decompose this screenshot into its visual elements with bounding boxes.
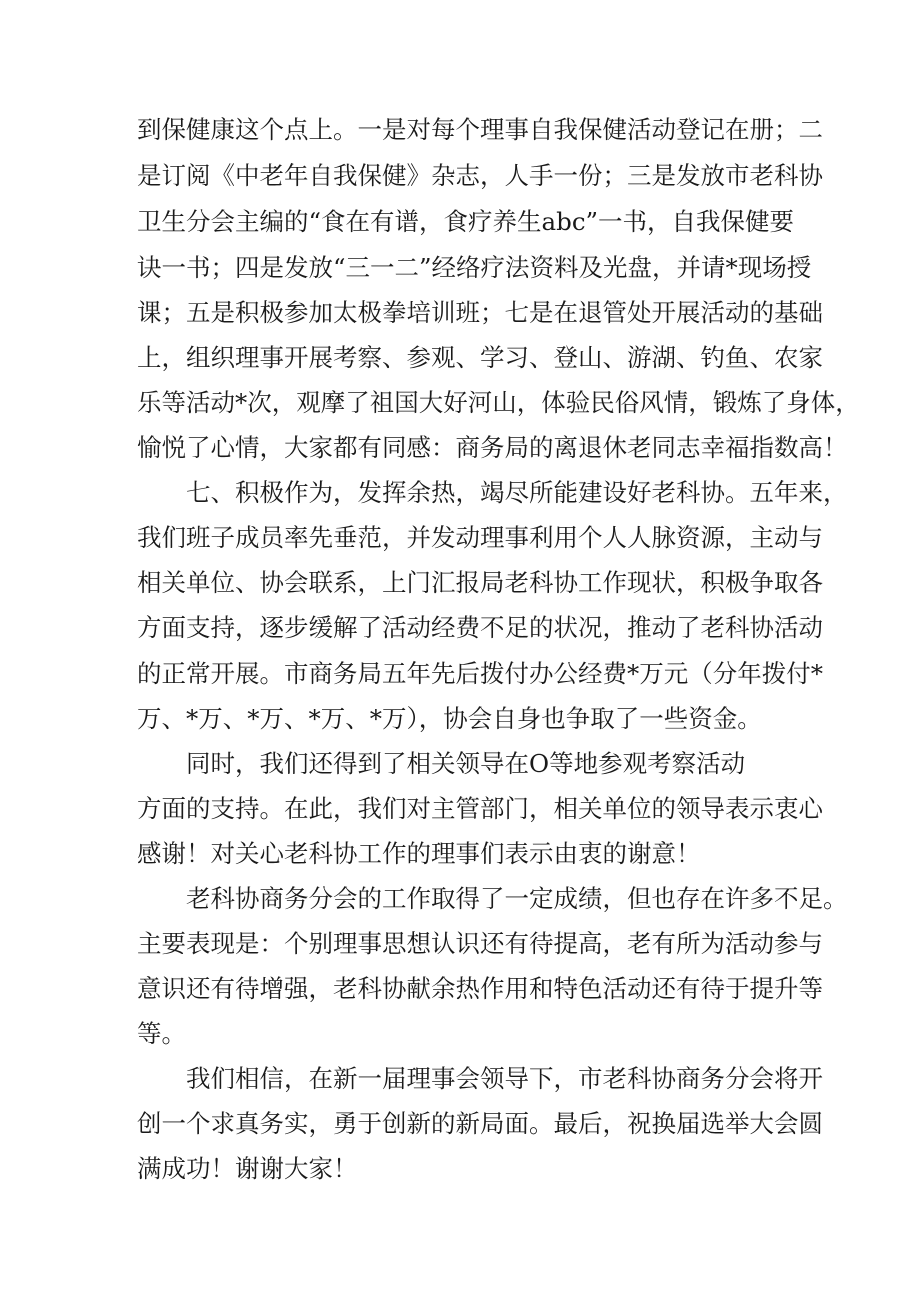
text-line: 是订阅《中老年自我保健》杂志，人手一份；三是发放市老科协 xyxy=(137,161,823,190)
text-line: 老科协商务分会的工作取得了一定成绩，但也存在许多不足。 xyxy=(186,884,848,913)
text-line: 万、*万、*万、*万、*万），协会自身也争取了一些资金。 xyxy=(137,704,762,733)
text-line: 到保健康这个点上。一是对每个理事自我保健活动登记在册；二 xyxy=(137,115,823,144)
text-line: 我们相信，在新一届理事会领导下，市老科协商务分会将开 xyxy=(186,1064,823,1093)
text-line: 卫生分会主编的“食在有谱，食疗养生abc”一书，自我保健要 xyxy=(137,207,795,236)
text-line: 同时，我们还得到了相关领导在O等地参观考察活动 xyxy=(186,749,746,778)
text-line: 感谢！对关心老科协工作的理事们表示由衷的谢意！ xyxy=(137,839,701,868)
text-line: 相关单位、协会联系，上门汇报局老科协工作现状，积极争取各 xyxy=(137,568,823,597)
text-line: 愉悦了心情，大家都有同感：商务局的离退休老同志幸福指数高！ xyxy=(137,433,848,462)
text-line: 满成功！谢谢大家！ xyxy=(137,1154,358,1183)
text-line: 我们班子成员率先垂范，并发动理事利用个人人脉资源，主动与 xyxy=(137,523,823,552)
text-line: 主要表现是：个别理事思想认识还有待提高，老有所为活动参与 xyxy=(137,929,823,958)
text-line: 上，组织理事开展考察、参观、学习、登山、游湖、钓鱼、农家 xyxy=(137,343,823,372)
text-line: 的正常开展。市商务局五年先后拨付办公经费*万元（分年拨付* xyxy=(137,659,823,688)
text-line: 方面的支持。在此，我们对主管部门，相关单位的领导表示衷心 xyxy=(137,794,823,823)
text-line: 创一个求真务实，勇于创新的新局面。最后，祝换届选举大会圆 xyxy=(137,1109,823,1138)
text-line: 方面支持，逐步缓解了活动经费不足的状况，推动了老科协活动 xyxy=(137,613,823,642)
text-line: 意识还有待增强，老科协献余热作用和特色活动还有待于提升等 xyxy=(137,974,823,1003)
text-line: 课；五是积极参加太极拳培训班；七是在退管处开展活动的基础 xyxy=(137,298,823,327)
text-line: 七、积极作为，发挥余热，竭尽所能建设好老科协。五年来， xyxy=(186,478,848,507)
text-line: 诀一书；四是发放“三一二”经络疗法资料及光盘，并请*现场授 xyxy=(137,253,812,282)
text-line: 等。 xyxy=(137,1019,186,1048)
text-line: 乐等活动*次，观摩了祖国大好河山，体验民俗风情，锻炼了身体， xyxy=(137,388,860,417)
